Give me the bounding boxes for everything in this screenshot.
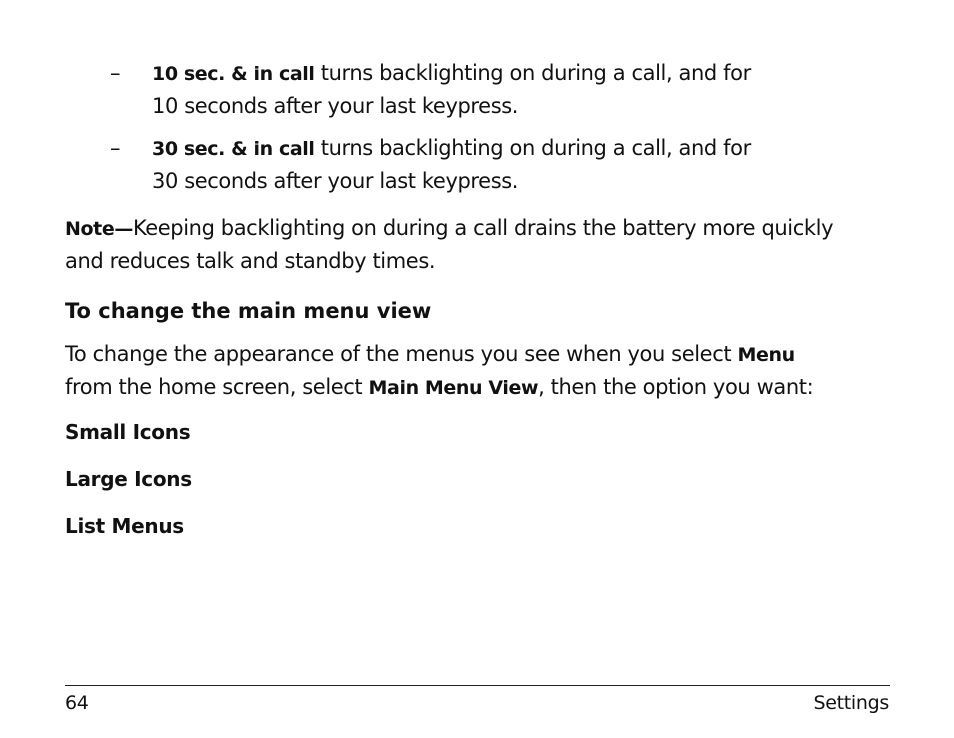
intro-text: , then the option you want: [538, 375, 814, 399]
bullet-text: turns backlighting on during a call, and for [314, 61, 751, 85]
intro-text: To change the appearance of the menus you see when you select [65, 342, 738, 366]
intro-text: from the home screen, select [65, 375, 369, 399]
main-menu-view-term: Main Menu View [368, 377, 539, 399]
option-small-icons: Small Icons [65, 420, 191, 444]
note-line [65, 212, 905, 245]
bullet-body [152, 132, 872, 197]
intro-line [65, 371, 905, 404]
bullet-dash: – [110, 61, 121, 85]
page-number: 64 [65, 692, 89, 714]
bullet-term: 30 sec. & in call [152, 138, 315, 160]
note-label: Note— [65, 218, 133, 240]
intro-line [65, 338, 905, 371]
note-paragraph [65, 212, 905, 277]
bullet-line [152, 57, 872, 90]
bullet-line: 10 seconds after your last keypress. [152, 94, 519, 118]
bullet-line [152, 132, 872, 165]
bullet-text: turns backlighting on during a call, and for [314, 136, 751, 160]
intro-paragraph [65, 338, 905, 404]
note-text: Keeping backlighting on during a call drains the battery more quickly [132, 216, 834, 240]
footer-divider [65, 685, 890, 686]
bullet-body [152, 57, 872, 122]
note-line: and reduces talk and standby times. [65, 249, 436, 273]
footer-section-name: Settings [813, 692, 889, 714]
option-large-icons: Large Icons [65, 467, 192, 491]
bullet-term: 10 sec. & in call [152, 63, 315, 85]
option-list-menus: List Menus [65, 514, 184, 538]
section-heading: To change the main menu view [65, 299, 432, 323]
menu-term: Menu [737, 344, 795, 366]
bullet-dash: – [110, 136, 121, 160]
bullet-line: 30 seconds after your last keypress. [152, 169, 519, 193]
